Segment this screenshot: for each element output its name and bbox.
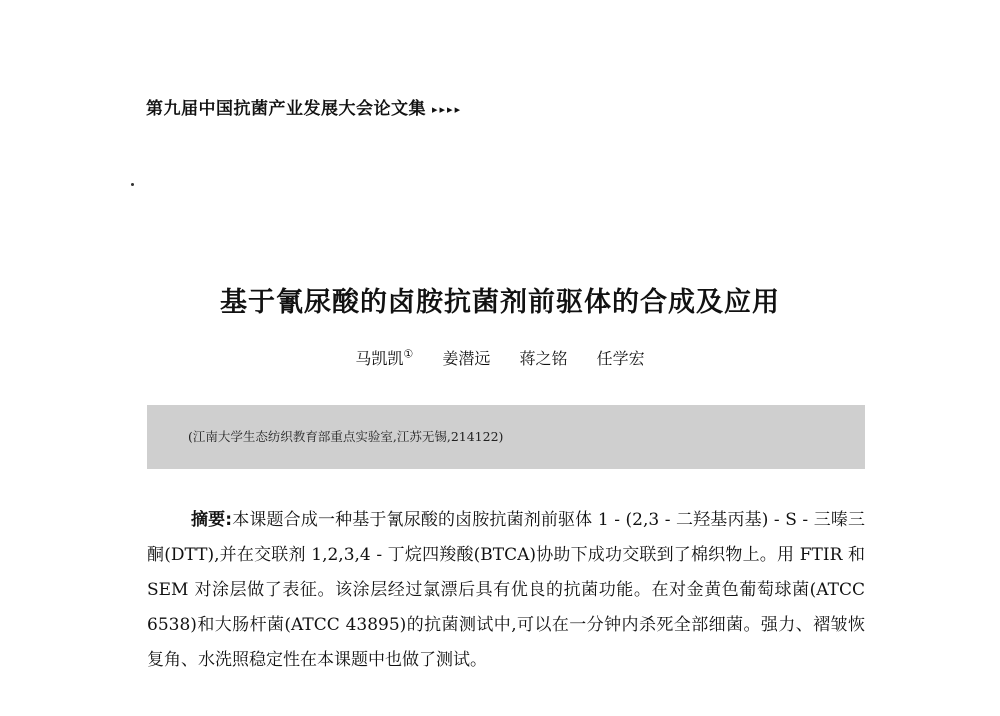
running-header [146, 94, 462, 119]
author-list [0, 346, 1000, 369]
paper-title: 基于氰尿酸的卤胺抗菌剂前驱体的合成及应用 [220, 287, 780, 318]
author-footnote-mark: ① [403, 347, 414, 361]
author-2: 姜潜远 [442, 349, 491, 368]
scan-speck [131, 183, 134, 186]
author-4: 任学宏 [596, 349, 645, 368]
author-1-name: 马凯凯 [355, 349, 404, 368]
affiliation-band [147, 405, 865, 469]
author-1 [355, 349, 413, 368]
abstract-label: 摘要: [191, 510, 233, 530]
arrow-marks: ▸▸▸▸ [432, 102, 463, 116]
abstract [147, 503, 865, 678]
abstract-text: 本课题合成一种基于氰尿酸的卤胺抗菌剂前驱体 1 - (2,3 - 二羟基丙基) - S - 三嗪三酮(DTT),并在交联剂 1,2,3,4 - 丁烷四羧酸(BTCA)协助下成功交联到了棉织物上。用 FTIR 和 SEM 对涂层做了表征。该涂层经过氯漂后具有优良的抗菌功能。在对金黄色葡萄球菌(ATCC 6538)和大肠杆菌(ATCC 43895)的抗菌测试中,可以在一分钟内杀死全部细菌。强力、褶皱恢复角、水洗照稳定性在本课题中也做了测试。 [147, 510, 865, 670]
author-3: 蒋之铭 [519, 349, 568, 368]
proceedings-title: 第九届中国抗菌产业发展大会论文集 [146, 99, 426, 119]
affiliation: (江南大学生态纺织教育部重点实验室,江苏无锡,214122) [188, 429, 504, 444]
